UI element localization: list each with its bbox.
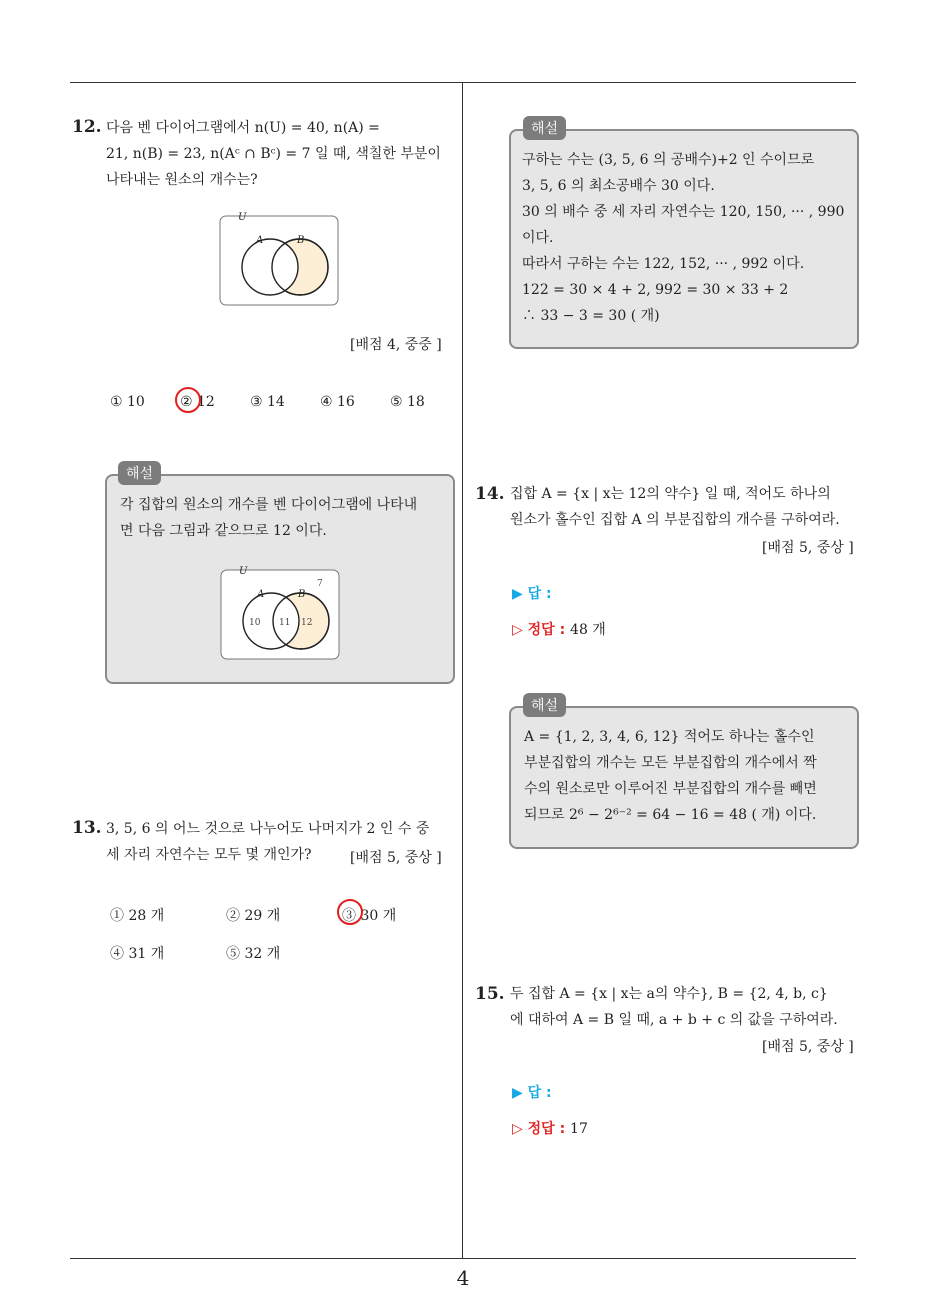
selected-answer-mark	[175, 387, 201, 413]
correct-answer-value: 48 개	[570, 622, 606, 638]
score-meta: [배점 5, 중상 ]	[762, 540, 854, 556]
choice-1[interactable]: ① 28 개	[110, 908, 165, 924]
question-line: 두 집합 A = {x | x는 a의 약수}, B = {2, 4, b, c}	[510, 986, 828, 1002]
solution-line: 면 다음 그림과 같으므로 12 이다.	[120, 523, 327, 539]
solution-line: 부분집합의 개수는 모든 부분집합의 개수에서 짝	[524, 755, 817, 771]
question-line: 다음 벤 다이어그램에서 n(U) = 40, n(A) =	[106, 120, 380, 136]
solution-line: 수의 원소로만 이루어진 부분집합의 개수를 빼면	[524, 781, 817, 797]
bottom-rule	[70, 1258, 856, 1259]
question-line: 에 대하여 A = B 일 때, a + b + c 의 값을 구하여라.	[510, 1012, 838, 1028]
solution-line: 각 집합의 원소의 개수를 벤 다이어그램에 나타내	[120, 497, 418, 513]
score-meta: [배점 5, 중상 ]	[350, 850, 442, 866]
solution-text	[522, 147, 852, 329]
solution-venn-diagram	[219, 566, 343, 662]
solution-line: 3, 5, 6 의 최소공배수 30 이다.	[522, 178, 715, 194]
question-text	[510, 981, 860, 1033]
question-number: 15.	[475, 984, 505, 1004]
correct-answer-line	[512, 619, 606, 639]
answer-label: ▶ 답 :	[512, 586, 552, 602]
universe-label: U	[239, 566, 248, 577]
correct-answer-label: ▷ 정답 :	[512, 622, 566, 638]
score-meta: [배점 4, 중중 ]	[350, 337, 442, 353]
choice-4[interactable]: ④ 31 개	[110, 946, 165, 962]
solution-line: 122 = 30 × 4 + 2, 992 = 30 × 33 + 2	[522, 282, 789, 298]
score-meta: [배점 5, 중상 ]	[762, 1039, 854, 1055]
universe-label: U	[238, 212, 247, 223]
solution-tag: 해설	[523, 116, 566, 140]
correct-answer-label: ▷ 정답 :	[512, 1121, 566, 1137]
solution-line: 이다.	[522, 230, 554, 246]
question-line: 집합 A = {x | x는 12의 약수} 일 때, 적어도 하나의	[510, 486, 831, 502]
choice-3[interactable]: ③ 14	[250, 394, 285, 410]
choice-1[interactable]: ① 10	[110, 394, 145, 410]
column-divider	[462, 83, 463, 1259]
set-a-label: A	[257, 589, 265, 600]
choice-5[interactable]: ⑤ 18	[390, 394, 425, 410]
question-line: 나타내는 원소의 개수는?	[106, 172, 258, 188]
intersection-count: 11	[279, 618, 291, 628]
outside-count: 7	[317, 579, 323, 589]
question-line: 세 자리 자연수는 모두 몇 개인가?	[106, 847, 312, 863]
solution-text	[120, 492, 445, 544]
solution-line: 따라서 구하는 수는 122, 152, ··· , 992 이다.	[522, 256, 805, 272]
set-b-label: B	[297, 235, 305, 246]
solution-line: 구하는 수는 (3, 5, 6 의 공배수)+2 인 수이므로	[522, 152, 815, 168]
correct-answer-line	[512, 1118, 588, 1138]
only-b-count: 12	[301, 618, 313, 628]
set-a-circle	[242, 239, 298, 295]
question-line: 21, n(B) = 23, n(Aᶜ ∩ Bᶜ) = 7 일 때, 색칠한 부분이	[106, 146, 441, 162]
answer-label: ▶ 답 :	[512, 1085, 552, 1101]
selected-answer-mark	[337, 899, 363, 925]
venn-diagram	[218, 212, 342, 308]
question-text	[510, 481, 860, 533]
choice-3[interactable]: ③ 30 개	[342, 908, 397, 924]
question-line: 원소가 홀수인 집합 A 의 부분집합의 개수를 구하여라.	[510, 512, 840, 528]
choice-2[interactable]: ② 12	[180, 394, 215, 410]
solution-tag: 해설	[523, 693, 566, 717]
answer-line	[512, 583, 552, 603]
solution-line: A = {1, 2, 3, 4, 6, 12} 적어도 하나는 홀수인	[524, 729, 815, 745]
top-rule	[70, 82, 856, 83]
only-a-count: 10	[249, 618, 261, 628]
solution-text	[524, 724, 854, 828]
question-number: 13.	[72, 818, 102, 838]
solution-tag: 해설	[118, 461, 161, 485]
set-a-label: A	[256, 235, 264, 246]
set-b-label: B	[298, 589, 306, 600]
solution-line: 되므로 2⁶ − 2⁶⁻² = 64 − 16 = 48 ( 개) 이다.	[524, 807, 817, 823]
page-number: 4	[456, 1266, 470, 1290]
choice-5[interactable]: ⑤ 32 개	[226, 946, 281, 962]
solution-box-14	[509, 706, 859, 849]
question-number: 14.	[475, 484, 505, 504]
solution-line: 30 의 배수 중 세 자리 자연수는 120, 150, ··· , 990	[522, 204, 845, 220]
correct-answer-value: 17	[570, 1121, 588, 1137]
choice-4[interactable]: ④ 16	[320, 394, 355, 410]
question-number: 12.	[72, 117, 102, 137]
choice-2[interactable]: ② 29 개	[226, 908, 281, 924]
question-line: 3, 5, 6 의 어느 것으로 나누어도 나머지가 2 인 수 중	[106, 821, 430, 837]
solution-line: ∴ 33 − 3 = 30 ( 개)	[522, 308, 660, 324]
solution-box-13	[509, 129, 859, 349]
answer-line	[512, 1082, 552, 1102]
solution-box-12	[105, 474, 455, 684]
question-text	[106, 115, 456, 193]
